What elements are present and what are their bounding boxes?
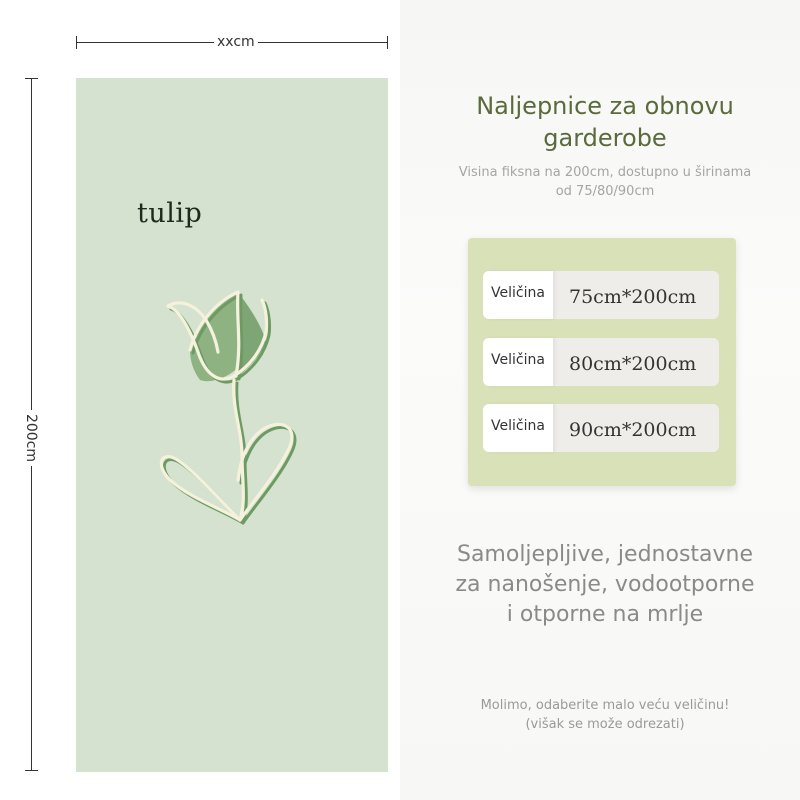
title-line-2: garderobe: [543, 124, 667, 152]
size-options-card: [468, 238, 736, 486]
width-dimension-label: xxcm: [214, 32, 258, 52]
subtitle-line-2: od 75/80/90cm: [555, 184, 655, 199]
size-option-80[interactable]: [483, 338, 719, 386]
subtitle-line-1: Visina fiksna na 200cm, dostupno u širinama: [458, 165, 752, 180]
size-option-label: Veličina: [483, 404, 553, 452]
size-option-value: 90cm*200cm: [569, 419, 697, 441]
size-option-90[interactable]: [483, 404, 719, 452]
feature-line-1: Samoljepljive, jednostavne: [456, 542, 754, 567]
size-option-value: 75cm*200cm: [569, 286, 697, 308]
page-subtitle: [420, 163, 790, 201]
tulip-line-art-icon: [150, 280, 310, 530]
feature-text: [410, 540, 800, 630]
size-option-value: 80cm*200cm: [569, 353, 697, 375]
title-line-1: Naljepnice za obnovu: [476, 92, 734, 120]
size-option-label: Veličina: [483, 271, 553, 319]
note-line-2: (višak se može odrezati): [525, 717, 685, 732]
feature-line-3: i otporne na mrlje: [506, 602, 704, 627]
page-title: [420, 90, 790, 154]
feature-line-2: za nanošenje, vodootporne: [455, 572, 755, 597]
height-dimension-label: 200cm: [23, 410, 39, 466]
size-option-75[interactable]: [483, 271, 719, 319]
size-option-label: Veličina: [483, 338, 553, 386]
size-advice-note: [420, 696, 790, 734]
tulip-word: tulip: [137, 198, 203, 229]
note-line-1: Molimo, odaberite malo veću veličinu!: [480, 698, 730, 713]
